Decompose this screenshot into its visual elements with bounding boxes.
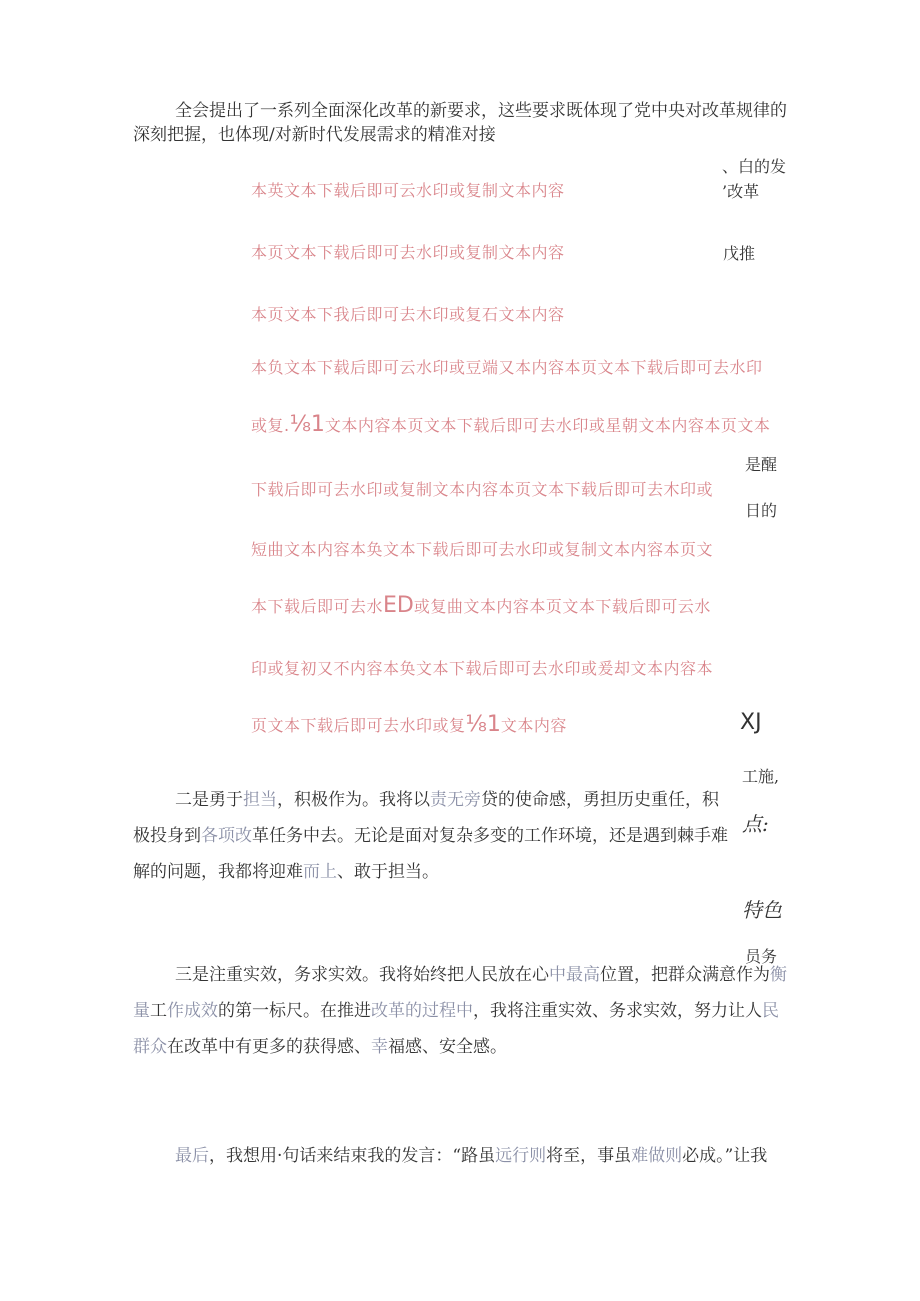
text-run: 中最高: [549, 965, 600, 985]
watermark-fragment: 页文本下载后即可去水印或复: [251, 716, 466, 735]
watermark-line: 本负文本下载后即可云水印或豆端又本内容本页文本下载后即可去水印: [251, 358, 763, 377]
paragraph-2: [133, 782, 733, 890]
text-run: 改革的过程中: [371, 1001, 473, 1021]
watermark-line: [251, 593, 711, 618]
watermark-line: 本英文本下载后即可云水印或复制文本内容: [251, 181, 565, 200]
text-run: 担当: [243, 790, 277, 810]
watermark-fragment: 或复.: [251, 416, 290, 435]
side-fragment: ’改革: [722, 182, 760, 201]
text-run: ，我将注重实效、务求实效，努力让: [473, 1001, 745, 1021]
text-run: ，我想用·句话来结束我的发言：“路虽: [209, 1146, 496, 1166]
side-fragment: 点:: [742, 812, 769, 836]
text-run: 、敢于担当。: [337, 862, 439, 882]
text-run: 而上: [303, 862, 337, 882]
watermark-glyph: ED: [383, 593, 414, 618]
watermark-fragment: 文本内容本页文本下载后即可去水印或星朝文本内容本页文本: [324, 416, 771, 435]
text-run: 一标尺。在推进: [252, 1001, 371, 1021]
text-run: 在改革中有更多的获得感、: [167, 1037, 371, 1057]
watermark-fragment: 或复曲文本内容本页文本下载后即可云水: [413, 597, 711, 616]
text-run: 幸: [371, 1037, 388, 1057]
text-run: 的问题，我都将迎难: [150, 862, 303, 882]
text-run: 福感、安全感。: [388, 1037, 507, 1057]
watermark-line: [251, 412, 770, 437]
text-run: 作为: [736, 965, 770, 985]
text-run: 极投身到: [133, 826, 201, 846]
side-fragment: 工施,: [742, 767, 780, 786]
side-fragment: 特色: [742, 898, 782, 922]
watermark-line: 本页文本下我后即可去木印或复石文本内容: [251, 305, 565, 324]
watermark-line: 本页文本下载后即可去水印或复制文本内容: [251, 243, 565, 262]
text-run: 的第: [218, 1001, 252, 1021]
text-run: 责无旁: [430, 790, 481, 810]
text-run: 位置，把群众满意: [600, 965, 736, 985]
text-run: 革任务中去。无论是面对复杂多变的工作环境，还是遇到棘手难解: [133, 826, 728, 882]
text-run: 二是勇于: [175, 790, 243, 810]
text-run: 作成效: [167, 1001, 218, 1021]
side-fragment: 员务: [745, 947, 778, 966]
text-run: 各项改: [201, 826, 252, 846]
side-fragment: 戊推: [723, 244, 756, 263]
text-run: 工: [150, 1001, 167, 1021]
text-run: 民群众: [133, 1001, 779, 1057]
text-run: 三是注重实效，务求实效。我将始终把人民放在心: [175, 965, 549, 985]
watermark-line: 短曲文本内容本奂文本下载后即可去水印或复制文本内容本页文: [251, 540, 714, 559]
side-fragment: 、白的发: [722, 157, 787, 176]
watermark-glyph: ⅛1: [465, 712, 501, 737]
text-run: 人: [745, 1001, 762, 1021]
side-fragment: 是醒: [745, 455, 778, 474]
text-run: 远行则: [495, 1146, 547, 1166]
text-run: 最后: [175, 1146, 209, 1166]
text-run: 贷的使命感，勇担历史重任，积: [481, 790, 719, 810]
watermark-fragment: 文本内容: [500, 716, 567, 735]
text-run: 难做则: [631, 1146, 683, 1166]
watermark-line: [251, 712, 567, 737]
watermark-line: 印或复初又不内容本奂文本下载后即可去水印或爰却文本内容本: [251, 659, 714, 678]
closing-line: [175, 1143, 767, 1169]
watermark-fragment: 本下载后即可去水: [251, 597, 384, 616]
side-fragment: XJ: [740, 710, 762, 735]
text-run: 将至，事虽: [546, 1146, 632, 1166]
watermark-glyph: ⅛1: [289, 412, 325, 437]
intro-line-2: 深刻把握，也体现/对新时代发展需求的精准对接: [133, 125, 496, 145]
text-run: ，积极作为。我将以: [277, 790, 430, 810]
side-fragment: 日的: [745, 501, 778, 520]
watermark-line: 下载后即可去水印或复制文本内容本页文本下载后即可去木印或: [251, 480, 714, 499]
text-run: 必成。”让我: [682, 1146, 768, 1166]
intro-line-1: 全会提出了一系列全面深化改革的新要求，这些要求既体现了党中央对改革规律的: [175, 101, 787, 121]
text-run: 衡量: [133, 965, 787, 1021]
paragraph-3: [133, 957, 793, 1065]
